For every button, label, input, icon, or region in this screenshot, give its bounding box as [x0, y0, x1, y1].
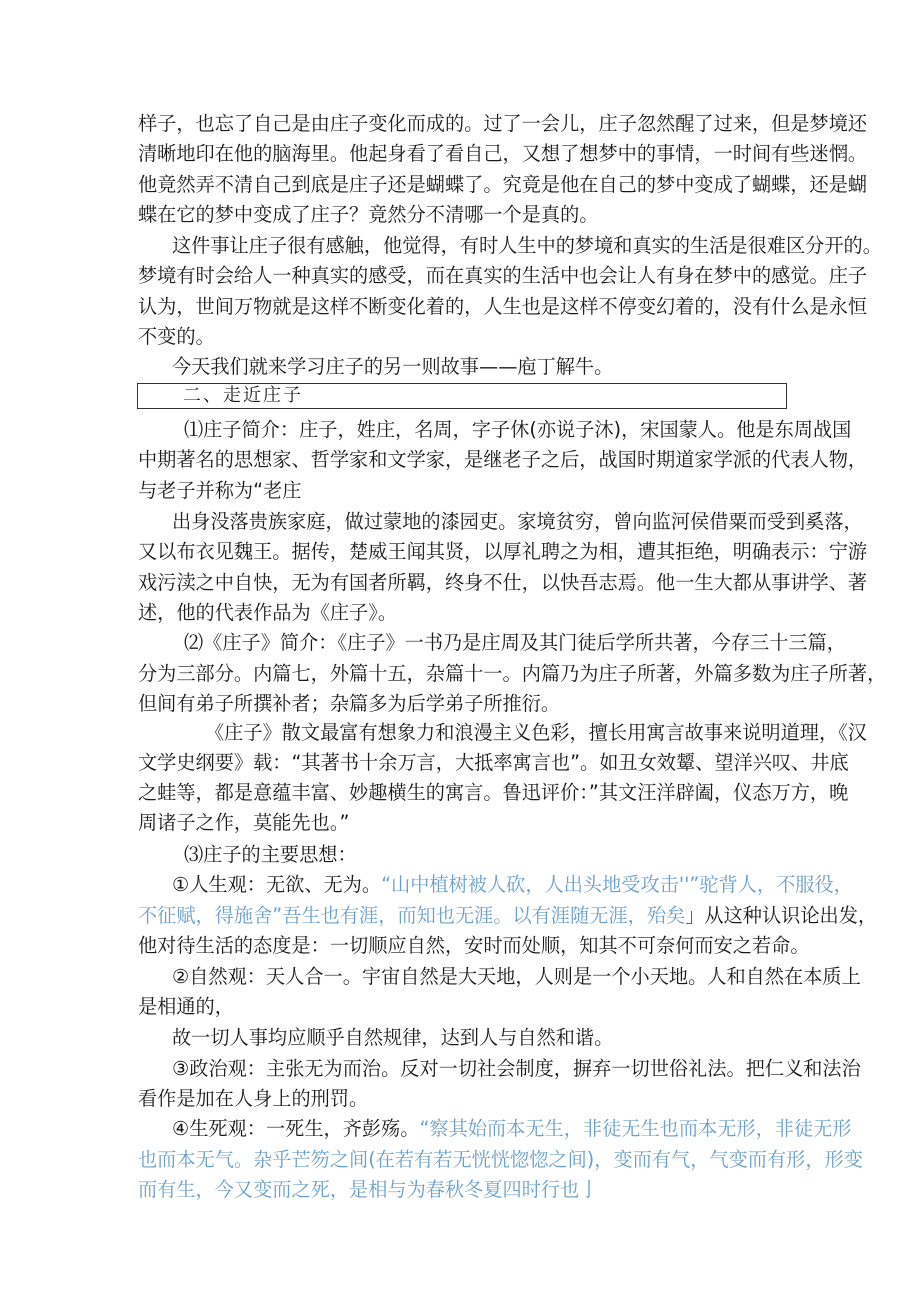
intro-line-9-b: 则故事: [421, 355, 479, 378]
book-line-7: 周诸子之作，莫能先也。”: [138, 811, 350, 834]
life-view-line-1: [172, 870, 853, 900]
intro-line-9: [172, 352, 832, 382]
book-line-6: 之蛙等，都是意蕴丰富、妙趣横生的寓言。鲁迅评价：”其文汪洋辟阖，仪态万方，晚: [138, 781, 849, 804]
intro-line-3: 他竟然弄不清自己到底是庄子还是蝴蝶了。究竟是他在自己的梦中变成了蝴蝶，还是蝴: [138, 173, 868, 196]
intro-line-7: 认为，世间万物就是这样不断变化着的，人生也是这样不停变幻着的，没有什么是永恒: [138, 295, 868, 318]
thought-heading: ⑶庄子的主要思想：: [184, 843, 357, 866]
intro-line-6: 梦境有时会给人一种真实的感受，而在真实的生活中也会让人有身在梦中的感觉。庄子: [138, 264, 868, 287]
intro-line-1: 样子，也忘了自己是由庄子变化而成的。过了一会儿，庄子忽然醒了过来，但是梦境还: [138, 112, 868, 135]
book-line-4: 《庄子》散文最富有想象力和浪漫主义色彩，擅长用寓言故事来说明道理，《汉: [205, 721, 867, 744]
life-view-continuation: 」从这种认识论出发，: [685, 904, 878, 927]
politics-view-line-1: ③政治观：主张无为而治。反对一切社会制度，摒弃一切世俗礼法。把仁义和法治: [172, 1057, 861, 1080]
nature-view-line-1: ②自然观：天人合一。宇宙自然是大天地，人则是一个小天地。人和自然在本质上: [172, 965, 861, 988]
death-view-line-3: 而有生，今又变而之死，是相与为春秋冬夏四时行也亅: [138, 1178, 599, 1201]
bio-line-5: 又以布衣见魏王。据传，楚威王闻其贤，以厚礼聘之为相，遭其拒绝，明确表示：宁游: [138, 540, 868, 563]
book-line-2: 分为三部分。内篇七，外篇十五，杂篇十一。内篇乃为庄子所著，外篇多数为庄子所著，: [138, 662, 887, 685]
nature-view-line-2: 是相通的，: [138, 995, 234, 1018]
bio-line-4: 出身没落贵族家庭，做过蒙地的漆园吏。家境贫穷，曾向监河侯借粟而受到奚落，: [172, 510, 863, 533]
life-view-label: ①人生观：无欲、无为。: [172, 873, 382, 896]
intro-line-9-c: ——庖丁解牛。: [479, 355, 614, 378]
life-view-quote-2: 不征赋，得施舍”吾生也有涯，而知也无涯。以有涯随无涯，殆矣: [138, 904, 686, 927]
bio-line-1: ⑴庄子简介：庄子，姓庄，名周，字子休(亦说子沐)，宋国蒙人。他是东周战国: [184, 418, 852, 441]
death-view-line-2: 也而本无气。杂乎芒笏之间(在若有若无恍恍惚惚之间)，变而有气，气变而有形，形变: [138, 1148, 863, 1171]
intro-line-2: 清晰地印在他的脑海里。他起身看了看自己，又想了想梦中的事情，一时间有些迷惘。: [138, 142, 868, 165]
bio-line-6: 戏污渎之中自快，无为有国者所羁，终身不仕，以快吾志焉。他一生大都从事讲学、著: [138, 571, 868, 594]
section-title: 二、走近庄子: [183, 385, 303, 406]
life-view-line-2: [138, 901, 878, 931]
life-view-quote-1: “山中植树被人砍，人出头地受攻击''”驼背人，不服役，: [381, 873, 853, 896]
book-line-1: ⑵《庄子》简介：《庄子》一书乃是庄周及其门徒后学所共著，今存三十三篇，: [184, 631, 846, 654]
intro-line-8: 不变的。: [138, 325, 215, 348]
intro-line-5: 这件事让庄子很有感触，他觉得，有时人生中的梦境和真实的生活是很难区分开的。: [172, 234, 882, 257]
politics-view-line-2: 看作是加在人身上的刑罚。: [138, 1087, 369, 1110]
nature-view-line-3: 故一切人事均应顺乎自然规律，达到人与自然和谐。: [172, 1026, 614, 1049]
book-line-5: 文学史纲要》载：“其著书十余万言，大抵率寓言也”。如丑女效颦、望洋兴叹、井底: [138, 751, 849, 774]
death-view-label: ④生死观：一死生，齐彭殇。: [172, 1117, 420, 1140]
bio-line-3: 与老子并称为“老庄: [138, 479, 302, 502]
intro-line-4: 蝶在它的梦中变成了庄子？竟然分不清哪一个是真的。: [138, 203, 599, 226]
death-view-quote-1: “察其始而本无生，非徒无生也而本无形，非徒无形: [419, 1117, 852, 1140]
intro-line-9-a: 今天我们就来学习庄子的另一: [172, 355, 422, 378]
bio-line-2: 中期著名的思想家、哲学家和文学家，是继老子之后，战国时期道家学派的代表人物，: [138, 448, 868, 471]
book-line-3: 但间有弟子所撰补者；杂篇多为后学弟子所推衍。: [138, 692, 561, 715]
bio-line-7: 述，他的代表作品为《庄子》。: [138, 601, 398, 624]
section-heading-box: [137, 383, 787, 409]
life-view-line-3: 他对待生活的态度是：一切顺应自然，安时而处顺，知其不可奈何而安之若命。: [138, 934, 810, 957]
death-view-line-1: [172, 1114, 852, 1144]
